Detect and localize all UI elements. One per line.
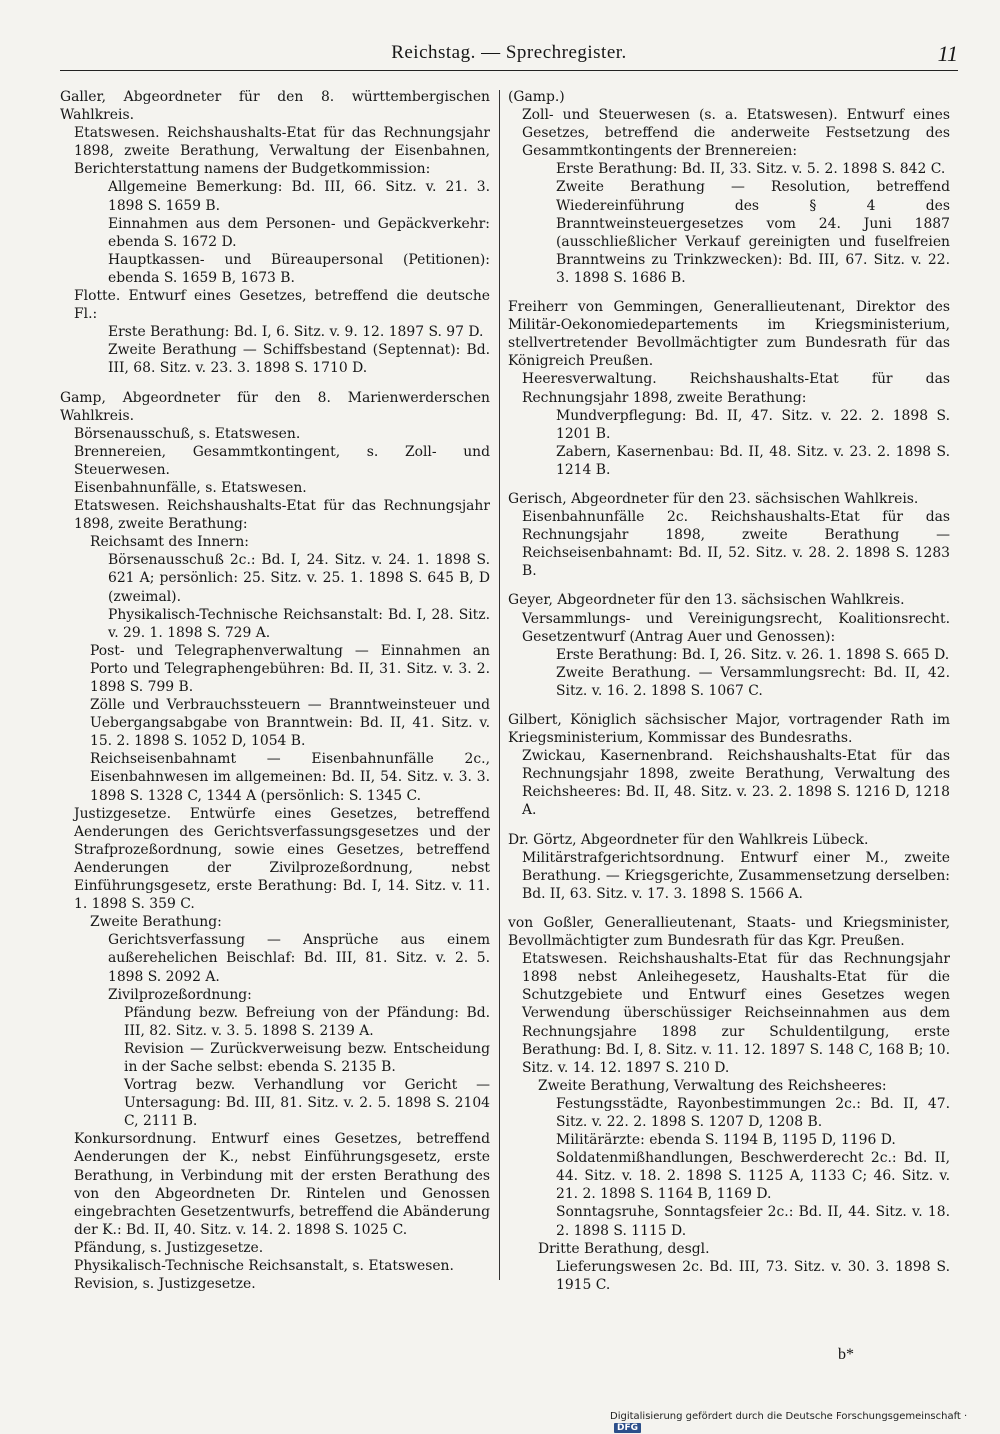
entry-reference: Physikalisch-Technische Reichsanstalt: Bd. I, 28. Sitz. v. 29. 1. 1898 S. 729 A. (108, 606, 490, 641)
entry-reference: Soldatenmißhandlungen, Beschwerderecht 2c.: Bd. II, 44. Sitz. v. 18. 2. 1898 S. 1125 A, 1133 C; 46. Sitz. v. 21. 2. 1898 S. 1164 B, 1169 D. (556, 1150, 950, 1203)
entry-topic: Börsenausschuß, s. Etatswesen. (74, 425, 301, 442)
entry-person: Dr. Görtz, Abgeordneter für den Wahlkreis Lübeck. (508, 831, 869, 848)
index-entry (508, 298, 950, 479)
entry-reference: Mundverpflegung: Bd. II, 47. Sitz. v. 22. 2. 1898 S. 1201 B. (556, 407, 950, 442)
entry-reference: Sonntagsruhe, Sonntagsfeier 2c.: Bd. II, 44. Sitz. v. 18. 2. 1898 S. 1115 D. (556, 1204, 950, 1239)
entry-topic: Brennereien, Gesammtkontingent, s. Zoll- und Steuerwesen. (74, 443, 490, 478)
entry-topic: Justizgesetze. Entwürfe eines Gesetzes, betreffend Aenderungen des Gerichtsverfassungsgesetzes und der Strafprozeßordnung, sowie eines Gesetzes, betreffend Aenderungen der Zivilprozeßordnung, nebst Einführungsgesetz, erste Berathung: Bd. I, 14. Sitz. v. 11. 1. 1898 S. 359 C. (74, 805, 490, 913)
entry-person: Galler, Abgeordneter für den 8. württembergischen Wahlkreis. (60, 89, 490, 124)
column-divider (499, 90, 500, 1280)
entry-topic: Physikalisch-Technische Reichsanstalt, s. Etatswesen. (74, 1258, 454, 1274)
entry-person: (Gamp.) (508, 89, 565, 105)
entry-topic: Zwickau, Kasernenbrand. Reichshaushalts-Etat für das Rechnungsjahr 1898, zweite Berathung, Verwaltung des Reichsheeres: Bd. II, 48. Sitz. v. 23. 2. 1898 S. 1216 D, 1218 A. (522, 748, 950, 819)
entry-person: Gamp, Abgeordneter für den 8. Marienwerderschen Wahlkreis. (60, 389, 490, 424)
entry-reference: Dritte Berathung, desgl. (538, 1240, 710, 1257)
entry-reference: Zweite Berathung — Schiffsbestand (Septennat): Bd. III, 68. Sitz. v. 23. 3. 1898 S. 1710 D. (108, 342, 490, 377)
entry-topic: Etatswesen. Reichshaushalts-Etat für das Rechnungsjahr 1898 nebst Anleihegesetz, Haushalts-Etat für die Schutzgebiete und Entwurf eines Gesetzes wegen Verwendung überschüssiger Reichseinnahmen aus dem Rechnungsjahre 1898 zur Schuldentilgung, erste Berathung: Bd. I, 8. Sitz. v. 11. 12. 1897 S. 148 C, 168 B; 10. Sitz. v. 14. 12. 1897 S. 210 D. (522, 951, 950, 1076)
dfg-logo-icon: DFG (614, 1423, 641, 1433)
entry-reference: Erste Berathung: Bd. I, 26. Sitz. v. 26. 1. 1898 S. 665 D. (556, 646, 950, 663)
page-number: 11 (937, 41, 958, 66)
entry-reference: Zivilprozeßordnung: (108, 986, 252, 1003)
entry-topic: Flotte. Entwurf eines Gesetzes, betreffend die deutsche Fl.: (74, 288, 490, 323)
index-entry (508, 88, 950, 287)
entry-reference: Zweite Berathung — Resolution, betreffend Wiedereinführung des § 4 des Branntweinsteuergesetzes vom 24. Juni 1887 (ausschließlicher Verkauf gereinigten und fuselfreien Branntweins zu Trinkzwecken): Bd. III, 67. Sitz. v. 22. 3. 1898 S. 1686 B. (556, 179, 950, 286)
entry-reference: Militärärzte: ebenda S. 1194 B, 1195 D, 1196 D. (556, 1132, 896, 1149)
entry-reference: Hauptkassen- und Büreaupersonal (Petitionen): ebenda S. 1659 B, 1673 B. (108, 251, 490, 286)
entry-reference: Zölle und Verbrauchssteuern — Branntweinsteuer und Uebergangsabgabe von Branntwein: Bd. II, 41. Sitz. v. 15. 2. 1898 S. 1052 D, 1054 B. (90, 697, 490, 750)
entry-reference: Zweite Berathung, Verwaltung des Reichsheeres: (538, 1077, 887, 1094)
entry-topic: Versammlungs- und Vereinigungsrecht, Koalitionsrecht. Gesetzentwurf (Antrag Auer und Genossen): (522, 610, 950, 645)
entry-topic: Revision, s. Justizgesetze. (74, 1276, 256, 1293)
entry-topic: Eisenbahnunfälle 2c. Reichshaushalts-Etat für das Rechnungsjahr 1898, zweite Berathung — Reichseisenbahnamt: Bd. II, 52. Sitz. v. 28. 2. 1898 S. 1283 B. (522, 509, 950, 580)
entry-person: Geyer, Abgeordneter für den 13. sächsischen Wahlkreis. (508, 592, 905, 609)
entry-person: Freiherr von Gemmingen, Generallieutenant, Direktor des Militär-Oekonomiedepartements im Kriegsministerium, stellvertretender Bevollmächtigter zum Bundesrath für das Königreich Preußen. (508, 299, 950, 370)
entry-reference: Gerichtsverfassung — Ansprüche aus einem außerehelichen Beischlaf: Bd. III, 81. Sitz. v. 2. 5. 1898 S. 2092 A. (108, 932, 490, 985)
entry-reference: Einnahmen aus dem Personen- und Gepäckverkehr: ebenda S. 1672 D. (108, 215, 490, 250)
index-entry (508, 591, 950, 700)
entry-reference: Revision — Zurückverweisung bezw. Entscheidung in der Sache selbst: ebenda S. 2135 B. (124, 1040, 490, 1075)
footer-text: Digitalisierung gefördert durch die Deutsche Forschungsgemeinschaft · (610, 1411, 968, 1422)
entry-topic: Konkursordnung. Entwurf eines Gesetzes, betreffend Aenderungen der K., nebst Einführungsgesetz, erste Berathung, in Verbindung mit der ersten Berathung des von den Abgeordneten Dr. Rintelen und Genossen eingebrachten Gesetzentwurfs, betreffend die Abänderung der K.: Bd. II, 40. Sitz. v. 14. 2. 1898 S. 1025 C. (74, 1131, 490, 1238)
entry-reference: Erste Berathung: Bd. II, 33. Sitz. v. 5. 2. 1898 S. 842 C. (556, 161, 946, 178)
entry-topic: Zoll- und Steuerwesen (s. a. Etatswesen). Entwurf eines Gesetzes, betreffend die anderweite Festsetzung des Gesammtkontingents der Brennereien: (522, 107, 950, 160)
entry-topic: Heeresverwaltung. Reichshaushalts-Etat für das Rechnungsjahr 1898, zweite Berathung: (522, 371, 950, 406)
index-entry (508, 914, 950, 1294)
index-entry (508, 831, 950, 903)
entry-reference: Börsenausschuß 2c.: Bd. I, 24. Sitz. v. 24. 1. 1898 S. 621 A; persönlich: 25. Sitz. v. 25. 1. 1898 S. 645 B, D (zweimal). (108, 552, 490, 605)
entry-reference: Festungsstädte, Rayonbestimmungen 2c.: Bd. II, 47. Sitz. v. 22. 2. 1898 S. 1207 D, 1208 B. (556, 1095, 950, 1130)
entry-reference: Vortrag bezw. Verhandlung vor Gericht — Untersagung: Bd. III, 81. Sitz. v. 2. 5. 1898 S. 2104 C, 2111 B. (124, 1077, 490, 1130)
index-entry (60, 88, 490, 378)
entry-person: Gilbert, Königlich sächsischer Major, vortragender Rath im Kriegsministerium, Kommissar des Bundesraths. (508, 712, 950, 747)
entry-reference: Allgemeine Bemerkung: Bd. III, 66. Sitz. v. 21. 3. 1898 S. 1659 B. (108, 179, 490, 214)
index-entry (508, 711, 950, 820)
entry-reference: Zweite Berathung. — Versammlungsrecht: Bd. II, 42. Sitz. v. 16. 2. 1898 S. 1067 C. (556, 664, 950, 699)
entry-topic: Militärstrafgerichtsordnung. Entwurf einer M., zweite Berathung. — Kriegsgerichte, Zusammensetzung derselben: Bd. II, 63. Sitz. v. 17. 3. 1898 S. 1566 A. (522, 849, 950, 902)
page-header (60, 42, 958, 71)
entry-topic: Etatswesen. Reichshaushalts-Etat für das Rechnungsjahr 1898, zweite Berathung, Verwaltung der Eisenbahnen, Berichterstattung namens der Budgetkommission: (74, 125, 490, 178)
page-title: Reichstag. — Sprechregister. (391, 42, 627, 63)
entry-reference: Post- und Telegraphenverwaltung — Einnahmen an Porto und Telegraphengebühren: Bd. II, 31. Sitz. v. 3. 2. 1898 S. 799 B. (90, 642, 490, 695)
entry-reference: Erste Berathung: Bd. I, 6. Sitz. v. 9. 12. 1897 S. 97 D. (108, 324, 484, 341)
entry-reference: Zabern, Kasernenbau: Bd. II, 48. Sitz. v. 23. 2. 1898 S. 1214 B. (556, 443, 950, 478)
left-column (60, 88, 490, 1303)
entry-topic: Pfändung, s. Justizgesetze. (74, 1239, 264, 1256)
entry-reference: Reichsamt des Innern: (90, 534, 249, 551)
footer (610, 1411, 985, 1433)
entry-person: Gerisch, Abgeordneter für den 23. sächsischen Wahlkreis. (508, 490, 919, 507)
entry-reference: Zweite Berathung: (90, 914, 222, 931)
entry-topic: Etatswesen. Reichshaushalts-Etat für das Rechnungsjahr 1898, zweite Berathung: (74, 498, 490, 533)
entry-reference: Pfändung bezw. Befreiung von der Pfändung: Bd. III, 82. Sitz. v. 3. 5. 1898 S. 2139 A. (124, 1004, 490, 1039)
entry-reference: Lieferungswesen 2c. Bd. III, 73. Sitz. v. 30. 3. 1898 S. 1915 C. (556, 1258, 950, 1293)
entry-topic: Eisenbahnunfälle, s. Etatswesen. (74, 479, 307, 496)
right-column (508, 88, 950, 1303)
signature-mark: b* (838, 1346, 854, 1363)
index-entry (60, 389, 490, 1294)
entry-person: von Goßler, Generallieutenant, Staats- und Kriegsminister, Bevollmächtigter zum Bundesrath für das Kgr. Preußen. (508, 914, 950, 950)
entry-reference: Reichseisenbahnamt — Eisenbahnunfälle 2c., Eisenbahnwesen im allgemeinen: Bd. II, 54. Sitz. v. 3. 3. 1898 S. 1328 C, 1344 A (persönlich: S. 1345 C. (90, 751, 490, 804)
index-entry (508, 490, 950, 580)
